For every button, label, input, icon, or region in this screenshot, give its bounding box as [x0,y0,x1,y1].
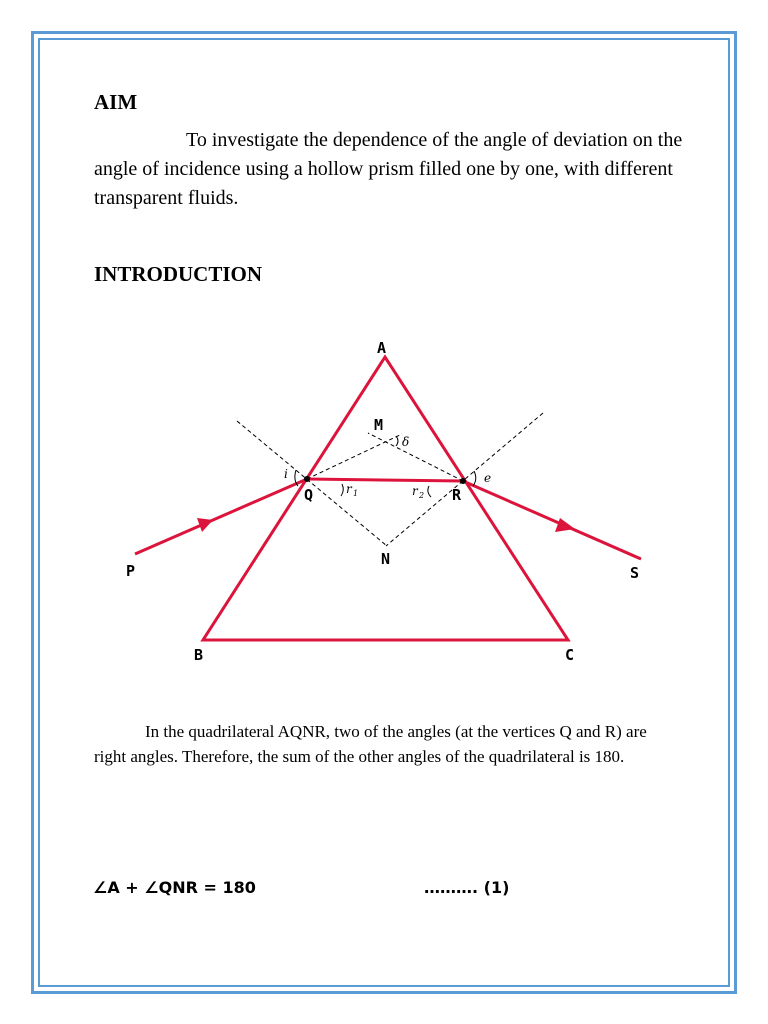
aim-text: To investigate the dependence of the angle of deviation on the angle of incidence using a hollow prism filled one by one, with different transparent fluids. [94,129,683,209]
label-b: B [194,646,204,664]
normal-at-q [237,421,387,546]
equation-expression: ∠A + ∠QNR = 180 [93,878,256,897]
label-a: A [377,339,387,357]
label-q: Q [304,486,314,504]
label-emergence-angle: e [484,471,492,485]
point-q [304,476,310,482]
label-r1-sub: 1 [353,489,359,498]
explanation-text: In the quadrilateral AQNR, two of the angles (at the vertices Q and R) are right angles. Therefore, the sum of the other angles of the quadrilateral is 180. [94,722,647,766]
label-p: P [126,562,136,580]
arc-r2 [428,486,431,497]
label-n: N [381,550,391,568]
aim-heading: AIM [94,90,138,114]
point-r [460,478,466,484]
arc-e [473,471,476,486]
arc-r1 [341,484,343,496]
label-m: M [374,416,384,434]
arc-delta [396,436,398,446]
label-s: S [630,564,640,582]
label-deviation-angle: δ [402,435,410,449]
label-r: R [452,486,462,504]
prism-triangle [203,357,568,640]
label-r2: r [412,484,418,498]
label-c: C [565,646,575,664]
label-incidence-angle: i [284,467,288,481]
refracted-ray [307,479,463,481]
label-r2-sub: 2 [419,491,425,500]
label-r1: r [346,482,352,496]
equation-number: ………. (1) [424,878,510,897]
introduction-heading: INTRODUCTION [94,262,263,286]
